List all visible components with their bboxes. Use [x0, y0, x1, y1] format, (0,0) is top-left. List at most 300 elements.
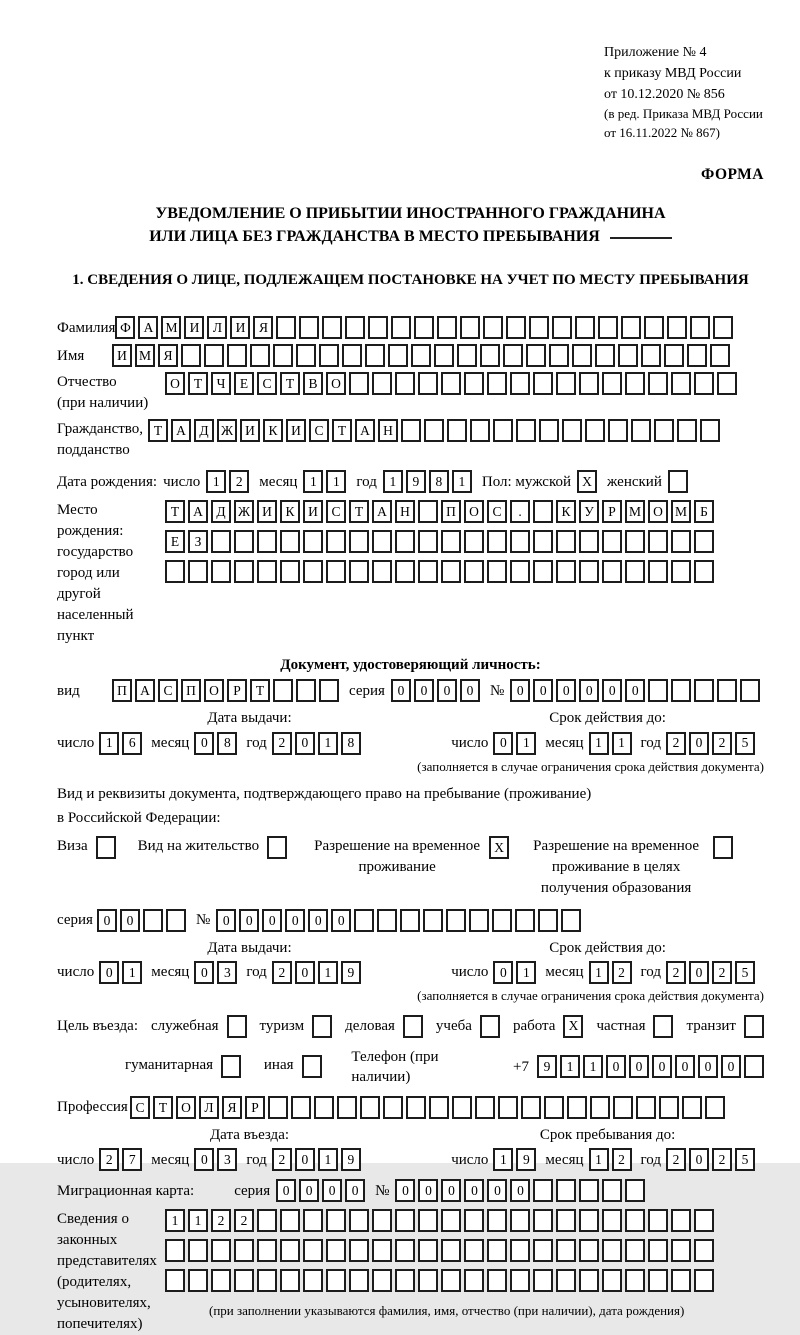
form-cell: Р [602, 500, 622, 523]
surname-cells [115, 316, 733, 339]
form-cell [280, 1269, 300, 1292]
day-label: число [57, 1151, 95, 1168]
purpose-option-private: частная [596, 1015, 673, 1038]
form-cell [533, 530, 553, 553]
form-cell: 0 [194, 732, 214, 755]
form-cell [487, 530, 507, 553]
form-cell [492, 909, 512, 932]
form-cell [671, 530, 691, 553]
form-cell [648, 372, 668, 395]
month-label: месяц [545, 964, 584, 981]
form-cell [648, 1269, 668, 1292]
form-cell [446, 909, 466, 932]
form-cell [349, 1239, 369, 1262]
form-cell [299, 316, 319, 339]
surname-label: Фамилия [57, 319, 116, 336]
form-cell [694, 1269, 714, 1292]
blank-underline [610, 237, 672, 239]
form-cell [556, 1269, 576, 1292]
form-cell [469, 909, 489, 932]
entry-date-label: Дата въезда: [209, 1127, 290, 1144]
firstname-cells [112, 344, 730, 367]
form-cell [717, 679, 737, 702]
valid-month-cells [589, 732, 632, 755]
form-cell [395, 1239, 415, 1262]
form-cell: Я [253, 316, 273, 339]
form-cell [360, 1096, 380, 1119]
day-label: число [57, 735, 95, 752]
issue-date-label: Дата выдачи: [207, 710, 292, 727]
form-cell: С [257, 372, 277, 395]
representatives-cells-row3 [165, 1269, 714, 1292]
form-cell [211, 1239, 231, 1262]
form-cell: И [112, 344, 132, 367]
form-cell [567, 1096, 587, 1119]
valid-year-cells [666, 732, 755, 755]
form-cell: Н [395, 500, 415, 523]
form-cell [296, 344, 316, 367]
form-cell [533, 1269, 553, 1292]
form-cell [291, 1096, 311, 1119]
form-cell [625, 530, 645, 553]
citizenship-row [57, 419, 764, 461]
form-cell: 2 [712, 961, 732, 984]
day-label: число [57, 964, 95, 981]
form-cell: 1 [122, 961, 142, 984]
form-cell: Р [227, 679, 247, 702]
form-cell: 0 [487, 1179, 507, 1202]
form-cell [506, 316, 526, 339]
residence-number-cells [216, 909, 581, 932]
purpose-commercial-checkbox [403, 1015, 423, 1038]
temp-residence-label: Разрешение на временное проживание [314, 837, 481, 875]
form-cell: 1 [589, 961, 609, 984]
form-cell: С [487, 500, 507, 523]
migration-card-row [57, 1179, 764, 1202]
form-cell [533, 372, 553, 395]
form-cell: И [286, 419, 306, 442]
form-cell [372, 560, 392, 583]
form-cell [250, 344, 270, 367]
form-cell: 0 [99, 961, 119, 984]
form-cell [418, 530, 438, 553]
form-cell [677, 419, 697, 442]
representatives-cells-row1 [165, 1209, 714, 1232]
form-cell: 7 [122, 1148, 142, 1171]
form-cell [705, 1096, 725, 1119]
form-cell [395, 1209, 415, 1232]
form-cell: 8 [341, 732, 361, 755]
form-cell [322, 316, 342, 339]
form-cell: Т [280, 372, 300, 395]
form-cell: 1 [318, 732, 338, 755]
birth-date-label: Дата рождения: [57, 473, 158, 490]
forma-label: ФОРМА [700, 165, 764, 183]
form-cell [579, 1209, 599, 1232]
form-cell: М [625, 500, 645, 523]
form-cell: 2 [712, 1148, 732, 1171]
form-cell [690, 316, 710, 339]
form-cell [424, 419, 444, 442]
form-cell: 2 [211, 1209, 231, 1232]
birth-place-label: город или другой [57, 565, 120, 603]
form-cell [552, 316, 572, 339]
form-cell: Ж [217, 419, 237, 442]
day-label: число [163, 473, 201, 490]
purpose-row [57, 1015, 764, 1038]
form-cell [710, 344, 730, 367]
form-cell: Т [165, 500, 185, 523]
form-cell [510, 1239, 530, 1262]
form-cell [418, 1269, 438, 1292]
form-cell: С [309, 419, 329, 442]
form-cell [188, 1269, 208, 1292]
birth-date-row [57, 470, 764, 493]
form-cell [388, 344, 408, 367]
form-cell [648, 530, 668, 553]
form-cell [579, 1269, 599, 1292]
patronymic-sublabel: (при наличии) [57, 395, 149, 412]
residence-series-cells [97, 909, 186, 932]
purpose-transit-checkbox [744, 1015, 764, 1038]
form-cell [539, 419, 559, 442]
profession-label: Профессия [57, 1099, 128, 1116]
form-cell [418, 560, 438, 583]
representatives-label: попечителях) [57, 1316, 143, 1333]
form-cell [487, 1209, 507, 1232]
form-cell: 0 [606, 1055, 626, 1078]
residence-permit-option [138, 836, 287, 859]
form-cell [441, 560, 461, 583]
form-cell: А [355, 419, 375, 442]
purpose-private-checkbox [653, 1015, 673, 1038]
birth-place-label: Место рождения: [57, 502, 124, 540]
year-label: год [640, 1151, 661, 1168]
month-label: месяц [151, 735, 190, 752]
form-cell [345, 316, 365, 339]
profession-row [57, 1096, 764, 1119]
form-cell [687, 344, 707, 367]
temp-residence-checkbox: X [489, 836, 509, 859]
doc-number-cells [510, 679, 760, 702]
form-cell: Т [153, 1096, 173, 1119]
month-label: месяц [151, 1151, 190, 1168]
form-cell [475, 1096, 495, 1119]
form-cell [671, 560, 691, 583]
sex-female-label: женский [607, 473, 662, 490]
birth-place-label: населенный пункт [57, 607, 134, 645]
form-cell [608, 419, 628, 442]
form-cell: 0 [698, 1055, 718, 1078]
form-cell [296, 679, 316, 702]
doc-series-label: серия [349, 682, 385, 699]
purpose-row2 [125, 1047, 764, 1088]
form-cell [740, 679, 760, 702]
form-cell [395, 530, 415, 553]
form-cell: 3 [217, 961, 237, 984]
form-cell: 0 [216, 909, 236, 932]
form-cell: Д [194, 419, 214, 442]
valid-month-cells [589, 961, 632, 984]
identity-doc-dates [57, 708, 764, 754]
form-cell [618, 344, 638, 367]
form-cell [165, 560, 185, 583]
form-cell [713, 316, 733, 339]
form-cell [418, 1209, 438, 1232]
entry-year-cells [272, 1148, 361, 1171]
form-cell [447, 419, 467, 442]
form-cell [368, 316, 388, 339]
form-cell [556, 1209, 576, 1232]
form-cell: 2 [612, 961, 632, 984]
citizenship-label: Гражданство, [57, 421, 144, 438]
purpose-option-work: работа X [513, 1015, 584, 1038]
valid-year-cells [666, 961, 755, 984]
form-cell [303, 560, 323, 583]
form-cell [533, 1239, 553, 1262]
form-cell [483, 316, 503, 339]
month-label: месяц [259, 473, 298, 490]
form-cell [273, 344, 293, 367]
patronymic-label: Отчество [57, 374, 117, 391]
form-cell [464, 1239, 484, 1262]
form-cell: 1 [99, 732, 119, 755]
form-cell [273, 679, 293, 702]
representatives-label: представителях [57, 1253, 157, 1270]
month-label: месяц [151, 964, 190, 981]
citizenship-cells [148, 419, 720, 442]
form-cell: Е [234, 372, 254, 395]
form-cell: 0 [194, 961, 214, 984]
form-cell [303, 530, 323, 553]
purpose-option-humanitarian: гуманитарная [125, 1055, 241, 1078]
form-cell [480, 344, 500, 367]
form-cell [572, 344, 592, 367]
form-cell [556, 560, 576, 583]
appendix-line: к приказу МВД России [604, 66, 742, 81]
form-cell: 1 [452, 470, 472, 493]
form-cell: 0 [322, 1179, 342, 1202]
form-cell [268, 1096, 288, 1119]
migration-card-label: Миграционная карта: [57, 1182, 195, 1199]
purpose-work-checkbox: X [563, 1015, 583, 1038]
representatives-note: (при заполнении указываются фамилия, имя, отчество (при наличии), дата рождения) [209, 1303, 685, 1319]
form-cell [470, 419, 490, 442]
purpose-option-commercial: деловая [345, 1015, 423, 1038]
form-cell: 9 [341, 1148, 361, 1171]
form-cell [349, 560, 369, 583]
form-cell: Н [378, 419, 398, 442]
form-cell: Р [245, 1096, 265, 1119]
form-cell: 0 [464, 1179, 484, 1202]
form-cell: 0 [629, 1055, 649, 1078]
issue-year-cells [272, 961, 361, 984]
form-cell [165, 1269, 185, 1292]
form-cell [188, 560, 208, 583]
form-cell [227, 344, 247, 367]
form-cell: 0 [689, 1148, 709, 1171]
form-cell [441, 530, 461, 553]
form-cell [579, 1239, 599, 1262]
form-cell: К [263, 419, 283, 442]
year-label: год [246, 1151, 267, 1168]
form-cell [429, 1096, 449, 1119]
form-cell [556, 1179, 576, 1202]
form-cell: 5 [735, 732, 755, 755]
form-cell [383, 1096, 403, 1119]
purpose-option-other: иная [264, 1055, 322, 1078]
form-cell: 0 [391, 679, 411, 702]
form-cell: О [464, 500, 484, 523]
form-cell [280, 1239, 300, 1262]
migration-number-label: № [375, 1182, 390, 1199]
form-cell [365, 344, 385, 367]
day-label: число [451, 735, 489, 752]
doc-kind-label: вид [57, 682, 80, 699]
form-cell [493, 419, 513, 442]
form-cell [671, 1269, 691, 1292]
form-cell [257, 530, 277, 553]
form-cell: М [671, 500, 691, 523]
form-cell: О [326, 372, 346, 395]
form-cell: И [303, 500, 323, 523]
form-cell: 2 [272, 732, 292, 755]
form-cell: 2 [712, 732, 732, 755]
stay-year-cells [666, 1148, 755, 1171]
birth-place-block [57, 500, 764, 647]
representatives-label: законных [57, 1232, 118, 1249]
form-cell [602, 530, 622, 553]
form-cell: 1 [326, 470, 346, 493]
form-cell [464, 1269, 484, 1292]
form-cell [257, 1239, 277, 1262]
form-cell [694, 530, 714, 553]
form-cell: 1 [516, 732, 536, 755]
form-cell [418, 372, 438, 395]
visa-checkbox [96, 836, 116, 859]
form-cell [372, 1209, 392, 1232]
form-cell: 9 [516, 1148, 536, 1171]
form-cell: С [130, 1096, 150, 1119]
form-cell: Ч [211, 372, 231, 395]
form-cell: 0 [395, 1179, 415, 1202]
form-cell: П [112, 679, 132, 702]
valid-day-cells [493, 732, 536, 755]
appendix-line: от 10.12.2020 № 856 [604, 87, 725, 102]
purpose-humanitarian-checkbox [221, 1055, 241, 1078]
visa-label: Виза [57, 837, 88, 854]
form-cell [602, 560, 622, 583]
form-cell [667, 316, 687, 339]
form-cell [613, 1096, 633, 1119]
purpose-tourism-checkbox [312, 1015, 332, 1038]
form-cell [337, 1096, 357, 1119]
representatives-block [57, 1209, 764, 1335]
form-cell: 2 [666, 961, 686, 984]
form-cell: 2 [612, 1148, 632, 1171]
representatives-cells-row2 [165, 1239, 714, 1262]
stay-day-cells [493, 1148, 536, 1171]
form-cell [326, 560, 346, 583]
form-cell: 2 [272, 961, 292, 984]
entry-month-cells [194, 1148, 237, 1171]
sex-male-label: Пол: мужской [481, 473, 572, 490]
form-cell: 0 [510, 679, 530, 702]
form-cell: 1 [560, 1055, 580, 1078]
form-cell [143, 909, 163, 932]
form-cell [441, 1209, 461, 1232]
year-label: год [640, 964, 661, 981]
birth-place-cells-row2 [165, 530, 714, 553]
residence-intro-line2: в Российской Федерации: [57, 809, 221, 826]
migration-series-cells [276, 1179, 365, 1202]
form-title-line2: ИЛИ ЛИЦА БЕЗ ГРАЖДАНСТВА В МЕСТО ПРЕБЫВАНИЯ [149, 227, 600, 245]
form-cell: 0 [579, 679, 599, 702]
form-cell [211, 560, 231, 583]
form-cell: 0 [239, 909, 259, 932]
section1-title: 1. СВЕДЕНИЯ О ЛИЦЕ, ПОДЛЕЖАЩЕМ ПОСТАНОВКЕ НА УЧЕТ ПО МЕСТУ ПРЕБЫВАНИЯ [72, 271, 749, 288]
firstname-row [57, 344, 764, 367]
purpose-option-tourism: туризм [260, 1015, 333, 1038]
edu-residence-option [527, 836, 733, 899]
doc-series-cells [391, 679, 480, 702]
form-cell: 2 [234, 1209, 254, 1232]
form-cell [257, 560, 277, 583]
form-cell: 0 [308, 909, 328, 932]
form-cell: 3 [217, 1148, 237, 1171]
form-cell [460, 316, 480, 339]
form-cell: 1 [383, 470, 403, 493]
form-cell: А [135, 679, 155, 702]
form-cell: 0 [295, 961, 315, 984]
form-cell [377, 909, 397, 932]
migration-series-label: серия [234, 1182, 271, 1199]
form-cell: 1 [612, 732, 632, 755]
form-cell [326, 530, 346, 553]
form-cell [671, 1239, 691, 1262]
form-cell [349, 530, 369, 553]
phone-label: Телефон (при наличии) [351, 1048, 439, 1085]
form-cell: О [204, 679, 224, 702]
form-title-line1: УВЕДОМЛЕНИЕ О ПРИБЫТИИ ИНОСТРАННОГО ГРАЖДАНИНА [155, 204, 666, 222]
residence-series-row [57, 909, 764, 932]
form-cell [533, 1209, 553, 1232]
form-cell [561, 909, 581, 932]
year-label: год [640, 735, 661, 752]
form-cell [326, 1209, 346, 1232]
form-cell [464, 372, 484, 395]
form-cell: 0 [97, 909, 117, 932]
form-cell [400, 909, 420, 932]
sex-male-checkbox: X [577, 470, 597, 493]
form-cell [598, 316, 618, 339]
form-cell: Т [188, 372, 208, 395]
form-cell: 0 [493, 732, 513, 755]
profession-cells [130, 1096, 725, 1119]
form-cell [671, 1209, 691, 1232]
doc-number-label: № [489, 682, 505, 699]
purpose-study-checkbox [480, 1015, 500, 1038]
validity-note: (заполняется в случае ограничения срока действия документа) [417, 758, 764, 774]
form-cell: 1 [493, 1148, 513, 1171]
form-cell: 0 [437, 679, 457, 702]
form-cell: 0 [675, 1055, 695, 1078]
form-cell [602, 1269, 622, 1292]
issue-day-cells [99, 732, 142, 755]
form-cell [487, 1269, 507, 1292]
form-cell [188, 1239, 208, 1262]
form-cell: Т [349, 500, 369, 523]
